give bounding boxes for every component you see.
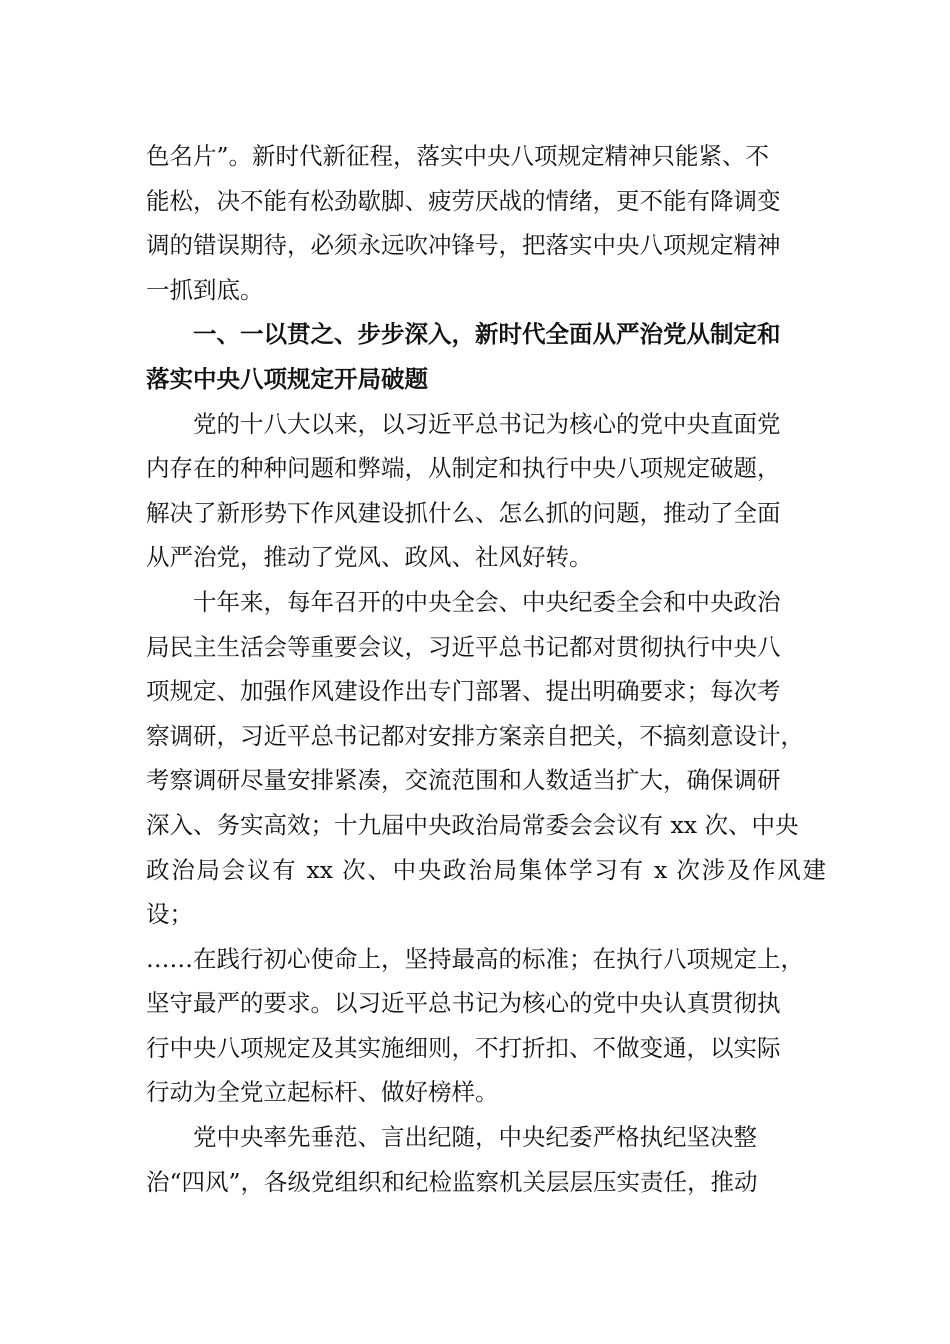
paragraph-intro-continued: 色名片”。新时代新征程，落实中央八项规定精神只能紧、不 能松，决不能有松劲歇脚、疲劳厌战的情绪，更不能有降调变 调的错误期待，必须永远吹冲锋号，把落实中央八项规定精神 一抓到底。	[146, 142, 781, 304]
section-heading-one: 一、一以贯之、步步深入，新时代全面从严治党从制定和 落实中央八项规定开局破题	[146, 320, 781, 393]
paragraph-ten-years: 十年来，每年召开的中央全会、中央纪委全会和中央政治 局民主生活会等重要会议，习近平总书记都对贯彻执行中央八 项规定、加强作风建设作出专门部署、提出明确要求；每次考 察调研，习近平总书记都对安排方案亲自把关，不搞刻意设计， 考察调研尽量安排紧凑，交流范围和人数适当扩大，确保调研 深入、务实高效；十九届中央政治局常委会会议有 xx 次、中央 政治局会议有 xx 次、中央政治局集体学习有 x 次涉及作风建设； ……在践行初心使命上，坚持最高的标准；在执行八项规定上， 坚守最严的要求。以习近平总书记为核心的党中央认真贯彻执 行中央八项规定及其实施细则，不打折扣、不做变通，以实际 行动为全党立起标杆、做好榜样。	[146, 587, 826, 1107]
document-body	[146, 134, 826, 1204]
paragraph-central-leadership: 党中央率先垂范、言出纪随，中央纪委严格执纪坚决整 治“四风”，各级党组织和纪检监察机关层层压实责任，推动	[146, 1123, 758, 1196]
paragraph-eighteenth-congress: 党的十八大以来，以习近平总书记为核心的党中央直面党 内存在的种种问题和弊端，从制定和执行中央八项规定破题， 解决了新形势下作风建设抓什么、怎么抓的问题，推动了全面 从严治党，推动了党风、政风、社风好转。	[146, 409, 781, 572]
